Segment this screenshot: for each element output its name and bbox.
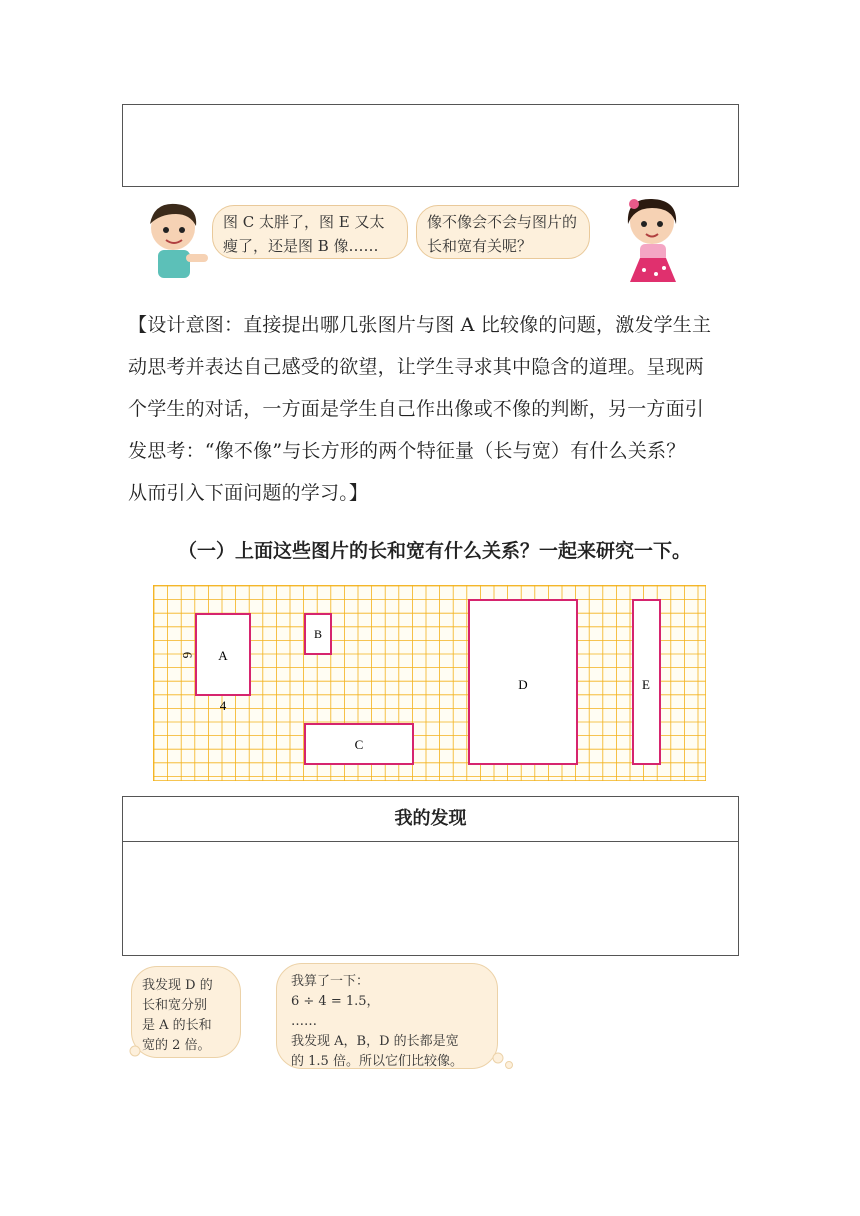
design-intent-line-4: 发思考：“像不像”与长方形的两个特征量（长与宽）有什么关系？ xyxy=(128,440,686,462)
label-E: E xyxy=(642,677,650,692)
left-cloud-line-2: 长和宽分别 xyxy=(142,998,208,1013)
label-A: A xyxy=(218,648,228,663)
girl-illustration xyxy=(612,196,690,286)
section-heading: （一）上面这些图片的长和宽有什么关系？一起来研究一下。 xyxy=(178,540,692,562)
girl-speech-bubble xyxy=(416,205,590,259)
left-cloud-line-1: 我发现 D 的 xyxy=(142,978,213,993)
boy-speech-text: 图 C 太胖了，图 E 又太瘦了，还是图 B 像…… xyxy=(223,213,385,255)
label-C: C xyxy=(354,737,364,752)
right-cloud-line-5: 的 1.5 倍。所以它们比较像。 xyxy=(291,1054,463,1069)
label-B: B xyxy=(313,627,323,641)
right-cloud-line-3: …… xyxy=(291,1014,317,1029)
rectangle-grid xyxy=(153,585,706,781)
design-intent-line-5: 从而引入下面问题的学习。】 xyxy=(128,482,369,504)
boy-speech-bubble xyxy=(212,205,408,259)
right-cloud-tail xyxy=(492,1052,516,1070)
girl-speech-text: 像不像会不会与图片的长和宽有关呢？ xyxy=(427,213,578,255)
dimension-height-A: 6 xyxy=(180,651,195,659)
left-cloud-line-3: 是 A 的长和 xyxy=(142,1018,212,1033)
right-cloud-line-2: 6 ÷ 4 = 1.5， xyxy=(291,994,380,1009)
left-cloud-tail xyxy=(128,1044,142,1058)
design-intent-line-1: 【设计意图：直接提出哪几张图片与图 A 比较像的问题，激发学生主 xyxy=(128,314,712,336)
right-thought-cloud xyxy=(276,963,498,1069)
design-intent-line-3: 个学生的对话，一方面是学生自己作出像或不像的判断，另一方面引 xyxy=(128,398,705,420)
design-intent-line-2: 动思考并表达自己感受的欲望，让学生寻求其中隐含的道理。呈现两 xyxy=(128,356,705,378)
right-cloud-line-4: 我发现 A，B，D 的长都是宽 xyxy=(291,1034,459,1049)
label-D: D xyxy=(518,677,528,692)
left-thought-cloud xyxy=(131,966,241,1058)
design-intent-paragraph xyxy=(128,304,738,514)
right-cloud-line-1: 我算了一下： xyxy=(291,974,370,989)
left-cloud-line-4: 宽的 2 倍。 xyxy=(142,1038,211,1053)
answer-box-top xyxy=(122,104,739,187)
boy-illustration xyxy=(140,200,210,284)
findings-table-body[interactable] xyxy=(122,841,739,956)
findings-table-header: 我的发现 xyxy=(122,796,739,842)
dimension-width-A: 4 xyxy=(219,698,227,713)
